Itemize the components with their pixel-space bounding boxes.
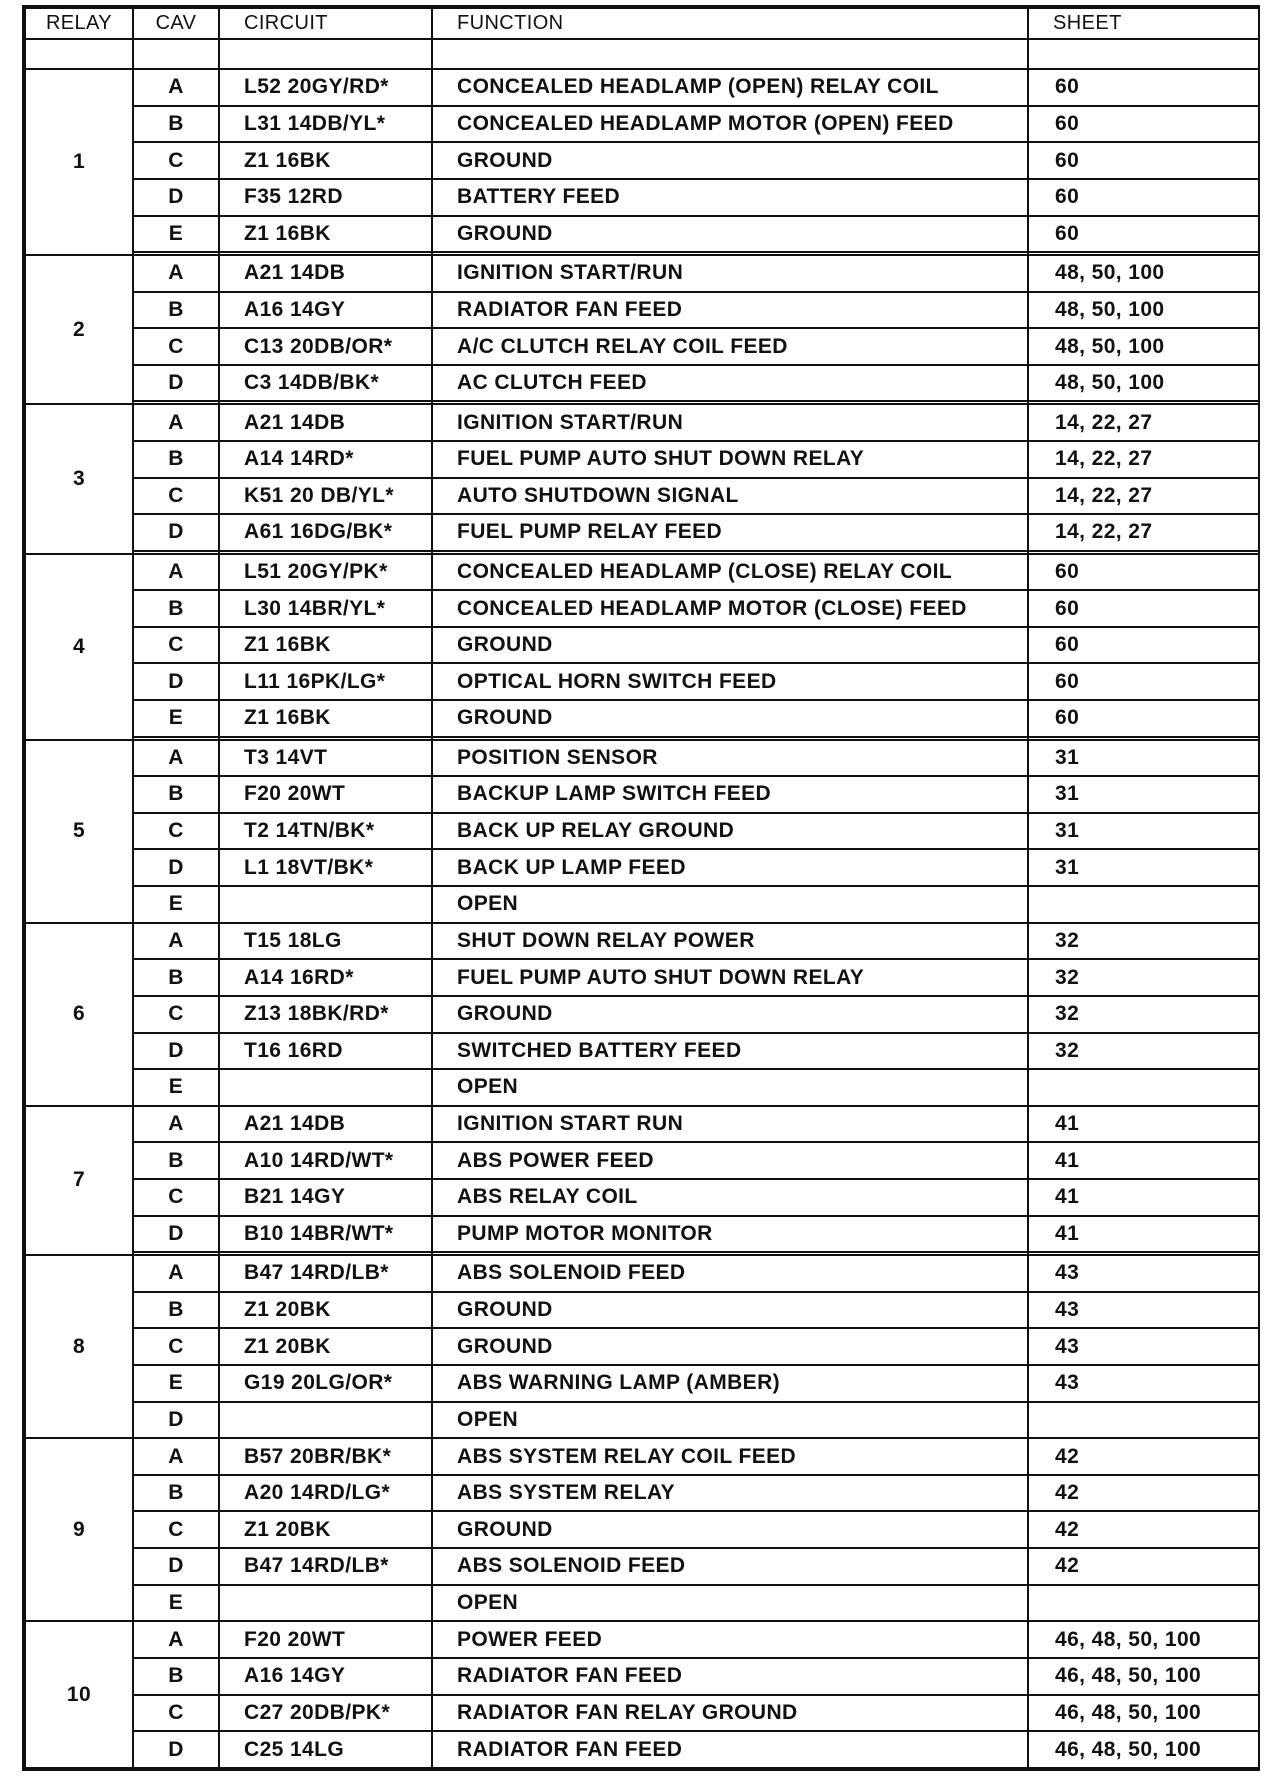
cav-cell: B xyxy=(133,292,219,329)
table-row xyxy=(25,365,1259,402)
circuit-cell: C25 14LG xyxy=(219,1731,432,1768)
function-cell: ABS RELAY COIL xyxy=(432,1179,1028,1216)
header-row xyxy=(25,8,1259,39)
table-row xyxy=(25,776,1259,813)
circuit-cell: F20 20WT xyxy=(219,776,432,813)
sheet-cell: 42 xyxy=(1028,1438,1259,1475)
spacer-cell xyxy=(133,39,219,69)
function-cell: RADIATOR FAN FEED xyxy=(432,1731,1028,1768)
cav-cell: D xyxy=(133,1033,219,1070)
sheet-cell: 14, 22, 27 xyxy=(1028,404,1259,441)
cav-cell: A xyxy=(133,1106,219,1143)
cav-cell: D xyxy=(133,365,219,402)
header-circuit: CIRCUIT xyxy=(219,8,432,39)
cav-cell: A xyxy=(133,1255,219,1292)
function-cell: SWITCHED BATTERY FEED xyxy=(432,1033,1028,1070)
function-cell: RADIATOR FAN FEED xyxy=(432,1658,1028,1695)
sheet-cell: 48, 50, 100 xyxy=(1028,292,1259,329)
function-cell: PUMP MOTOR MONITOR xyxy=(432,1216,1028,1253)
function-cell: BACK UP LAMP FEED xyxy=(432,849,1028,886)
cav-cell: B xyxy=(133,1475,219,1512)
circuit-cell: C3 14DB/BK* xyxy=(219,365,432,402)
cav-cell: C xyxy=(133,142,219,179)
function-cell: OPTICAL HORN SWITCH FEED xyxy=(432,663,1028,700)
table-row xyxy=(25,328,1259,365)
cav-cell: C xyxy=(133,996,219,1033)
circuit-cell: A61 16DG/BK* xyxy=(219,514,432,551)
sheet-cell: 60 xyxy=(1028,554,1259,591)
cav-cell: D xyxy=(133,1548,219,1585)
cav-cell: A xyxy=(133,554,219,591)
circuit-cell: T16 16RD xyxy=(219,1033,432,1070)
header-sheet: SHEET xyxy=(1028,8,1259,39)
circuit-cell xyxy=(219,886,432,923)
relay-number: 3 xyxy=(25,404,133,553)
circuit-cell xyxy=(219,1585,432,1622)
circuit-cell: A21 14DB xyxy=(219,255,432,292)
function-cell: GROUND xyxy=(432,996,1028,1033)
header-cav: CAV xyxy=(133,8,219,39)
relay-connector-chart xyxy=(22,5,1260,1771)
function-cell: OPEN xyxy=(432,1402,1028,1439)
cav-cell: A xyxy=(133,923,219,960)
table-row xyxy=(25,1255,1259,1292)
circuit-cell: F20 20WT xyxy=(219,1621,432,1658)
spacer-cell xyxy=(25,39,133,69)
function-cell: CONCEALED HEADLAMP (OPEN) RELAY COIL xyxy=(432,69,1028,106)
relay-number: 10 xyxy=(25,1621,133,1768)
sheet-cell: 60 xyxy=(1028,106,1259,143)
cav-cell: E xyxy=(133,216,219,253)
function-cell: IGNITION START/RUN xyxy=(432,255,1028,292)
cav-cell: B xyxy=(133,441,219,478)
table-row xyxy=(25,590,1259,627)
function-cell: GROUND xyxy=(432,1328,1028,1365)
circuit-cell: L11 16PK/LG* xyxy=(219,663,432,700)
sheet-cell: 60 xyxy=(1028,142,1259,179)
circuit-cell: G19 20LG/OR* xyxy=(219,1365,432,1402)
spacer-cell xyxy=(219,39,432,69)
sheet-cell: 41 xyxy=(1028,1179,1259,1216)
function-cell: GROUND xyxy=(432,1511,1028,1548)
table-row xyxy=(25,1033,1259,1070)
table-row xyxy=(25,554,1259,591)
circuit-cell: Z1 16BK xyxy=(219,216,432,253)
function-cell: GROUND xyxy=(432,142,1028,179)
function-cell: POSITION SENSOR xyxy=(432,740,1028,777)
relay-number: 4 xyxy=(25,554,133,740)
circuit-cell: A10 14RD/WT* xyxy=(219,1142,432,1179)
table-row xyxy=(25,1475,1259,1512)
circuit-cell: L1 18VT/BK* xyxy=(219,849,432,886)
sheet-cell: 14, 22, 27 xyxy=(1028,514,1259,551)
cav-cell: A xyxy=(133,1438,219,1475)
sheet-cell xyxy=(1028,1069,1259,1106)
sheet-cell: 60 xyxy=(1028,627,1259,664)
cav-cell: A xyxy=(133,255,219,292)
circuit-cell: C27 20DB/PK* xyxy=(219,1695,432,1732)
cav-cell: A xyxy=(133,740,219,777)
circuit-cell: Z1 20BK xyxy=(219,1328,432,1365)
table-row xyxy=(25,179,1259,216)
function-cell: ABS SOLENOID FEED xyxy=(432,1255,1028,1292)
function-cell: CONCEALED HEADLAMP MOTOR (OPEN) FEED xyxy=(432,106,1028,143)
cav-cell: E xyxy=(133,700,219,737)
table-row xyxy=(25,441,1259,478)
sheet-cell: 46, 48, 50, 100 xyxy=(1028,1658,1259,1695)
table-row xyxy=(25,1695,1259,1732)
cav-cell: C xyxy=(133,1328,219,1365)
cav-cell: D xyxy=(133,663,219,700)
table-row xyxy=(25,1106,1259,1143)
table-row xyxy=(25,142,1259,179)
circuit-cell: A21 14DB xyxy=(219,404,432,441)
function-cell: BACKUP LAMP SWITCH FEED xyxy=(432,776,1028,813)
function-cell: A/C CLUTCH RELAY COIL FEED xyxy=(432,328,1028,365)
sheet-cell: 42 xyxy=(1028,1511,1259,1548)
cav-cell: D xyxy=(133,1216,219,1253)
function-cell: CONCEALED HEADLAMP (CLOSE) RELAY COIL xyxy=(432,554,1028,591)
header-relay: RELAY xyxy=(25,8,133,39)
sheet-cell: 46, 48, 50, 100 xyxy=(1028,1695,1259,1732)
circuit-cell: B47 14RD/LB* xyxy=(219,1548,432,1585)
cav-cell: D xyxy=(133,1731,219,1768)
circuit-cell: A21 14DB xyxy=(219,1106,432,1143)
cav-cell: D xyxy=(133,849,219,886)
table-row xyxy=(25,813,1259,850)
sheet-cell: 48, 50, 100 xyxy=(1028,328,1259,365)
circuit-cell: L30 14BR/YL* xyxy=(219,590,432,627)
relay-number: 1 xyxy=(25,69,133,255)
cav-cell: E xyxy=(133,1585,219,1622)
sheet-cell: 60 xyxy=(1028,590,1259,627)
function-cell: BATTERY FEED xyxy=(432,179,1028,216)
sheet-cell: 42 xyxy=(1028,1475,1259,1512)
cav-cell: C xyxy=(133,1179,219,1216)
table-row xyxy=(25,700,1259,737)
function-cell: GROUND xyxy=(432,1292,1028,1329)
table-row xyxy=(25,478,1259,515)
cav-cell: A xyxy=(133,1621,219,1658)
circuit-cell: T15 18LG xyxy=(219,923,432,960)
circuit-cell: A20 14RD/LG* xyxy=(219,1475,432,1512)
table-row xyxy=(25,292,1259,329)
function-cell: IGNITION START/RUN xyxy=(432,404,1028,441)
table-row xyxy=(25,1179,1259,1216)
circuit-cell: A16 14GY xyxy=(219,292,432,329)
sheet-cell: 31 xyxy=(1028,740,1259,777)
table-row xyxy=(25,69,1259,106)
table-row xyxy=(25,996,1259,1033)
header-spacer-row xyxy=(25,39,1259,69)
cav-cell: E xyxy=(133,886,219,923)
sheet-cell: 32 xyxy=(1028,923,1259,960)
relay-number: 8 xyxy=(25,1255,133,1438)
circuit-cell: L31 14DB/YL* xyxy=(219,106,432,143)
relay-number: 5 xyxy=(25,740,133,923)
function-cell: POWER FEED xyxy=(432,1621,1028,1658)
sheet-cell: 41 xyxy=(1028,1142,1259,1179)
cav-cell: D xyxy=(133,514,219,551)
function-cell: FUEL PUMP RELAY FEED xyxy=(432,514,1028,551)
function-cell: RADIATOR FAN RELAY GROUND xyxy=(432,1695,1028,1732)
table-row xyxy=(25,216,1259,253)
function-cell: OPEN xyxy=(432,886,1028,923)
cav-cell: D xyxy=(133,179,219,216)
function-cell: AC CLUTCH FEED xyxy=(432,365,1028,402)
cav-cell: D xyxy=(133,1402,219,1439)
cav-cell: B xyxy=(133,959,219,996)
cav-cell: C xyxy=(133,1511,219,1548)
sheet-cell xyxy=(1028,1585,1259,1622)
sheet-cell: 48, 50, 100 xyxy=(1028,255,1259,292)
sheet-cell: 60 xyxy=(1028,663,1259,700)
circuit-cell: T3 14VT xyxy=(219,740,432,777)
circuit-cell: B21 14GY xyxy=(219,1179,432,1216)
cav-cell: B xyxy=(133,1292,219,1329)
table-row xyxy=(25,106,1259,143)
relay-table xyxy=(24,7,1260,1769)
table-row xyxy=(25,1365,1259,1402)
relay-number: 6 xyxy=(25,923,133,1106)
sheet-cell: 31 xyxy=(1028,776,1259,813)
cav-cell: B xyxy=(133,590,219,627)
table-row xyxy=(25,1438,1259,1475)
cav-cell: A xyxy=(133,69,219,106)
function-cell: AUTO SHUTDOWN SIGNAL xyxy=(432,478,1028,515)
sheet-cell: 32 xyxy=(1028,996,1259,1033)
spacer-cell xyxy=(1028,39,1259,69)
cav-cell: C xyxy=(133,813,219,850)
cav-cell: A xyxy=(133,404,219,441)
spacer-cell xyxy=(432,39,1028,69)
table-row xyxy=(25,1658,1259,1695)
circuit-cell: T2 14TN/BK* xyxy=(219,813,432,850)
relay-table-body xyxy=(25,69,1259,1768)
sheet-cell: 46, 48, 50, 100 xyxy=(1028,1731,1259,1768)
function-cell: ABS SYSTEM RELAY COIL FEED xyxy=(432,1438,1028,1475)
circuit-cell: Z1 16BK xyxy=(219,627,432,664)
sheet-cell: 31 xyxy=(1028,849,1259,886)
circuit-cell: L51 20GY/PK* xyxy=(219,554,432,591)
circuit-cell: A16 14GY xyxy=(219,1658,432,1695)
cav-cell: E xyxy=(133,1365,219,1402)
function-cell: BACK UP RELAY GROUND xyxy=(432,813,1028,850)
function-cell: IGNITION START RUN xyxy=(432,1106,1028,1143)
table-row xyxy=(25,514,1259,551)
sheet-cell: 60 xyxy=(1028,216,1259,253)
circuit-cell: B57 20BR/BK* xyxy=(219,1438,432,1475)
cav-cell: B xyxy=(133,776,219,813)
table-row xyxy=(25,959,1259,996)
relay-number: 7 xyxy=(25,1106,133,1255)
table-row xyxy=(25,1548,1259,1585)
table-row xyxy=(25,1731,1259,1768)
table-row xyxy=(25,404,1259,441)
table-row xyxy=(25,886,1259,923)
circuit-cell: Z1 20BK xyxy=(219,1292,432,1329)
circuit-cell: K51 20 DB/YL* xyxy=(219,478,432,515)
circuit-cell: Z1 16BK xyxy=(219,142,432,179)
cav-cell: E xyxy=(133,1069,219,1106)
sheet-cell: 41 xyxy=(1028,1106,1259,1143)
table-row xyxy=(25,627,1259,664)
sheet-cell xyxy=(1028,1402,1259,1439)
function-cell: ABS WARNING LAMP (AMBER) xyxy=(432,1365,1028,1402)
cav-cell: C xyxy=(133,627,219,664)
table-row xyxy=(25,1328,1259,1365)
cav-cell: C xyxy=(133,328,219,365)
circuit-cell: Z1 20BK xyxy=(219,1511,432,1548)
circuit-cell: B10 14BR/WT* xyxy=(219,1216,432,1253)
sheet-cell: 43 xyxy=(1028,1365,1259,1402)
circuit-cell: A14 16RD* xyxy=(219,959,432,996)
table-row xyxy=(25,1621,1259,1658)
sheet-cell: 41 xyxy=(1028,1216,1259,1253)
table-row xyxy=(25,1292,1259,1329)
sheet-cell: 60 xyxy=(1028,179,1259,216)
sheet-cell: 60 xyxy=(1028,700,1259,737)
table-row xyxy=(25,849,1259,886)
function-cell: ABS SYSTEM RELAY xyxy=(432,1475,1028,1512)
table-row xyxy=(25,1216,1259,1253)
sheet-cell: 32 xyxy=(1028,1033,1259,1070)
table-row xyxy=(25,1585,1259,1622)
table-row xyxy=(25,1511,1259,1548)
function-cell: FUEL PUMP AUTO SHUT DOWN RELAY xyxy=(432,441,1028,478)
table-row xyxy=(25,663,1259,700)
table-row xyxy=(25,1069,1259,1106)
sheet-cell: 32 xyxy=(1028,959,1259,996)
function-cell: FUEL PUMP AUTO SHUT DOWN RELAY xyxy=(432,959,1028,996)
circuit-cell: Z1 16BK xyxy=(219,700,432,737)
function-cell: ABS POWER FEED xyxy=(432,1142,1028,1179)
function-cell: OPEN xyxy=(432,1069,1028,1106)
sheet-cell: 14, 22, 27 xyxy=(1028,478,1259,515)
cav-cell: C xyxy=(133,478,219,515)
sheet-cell: 60 xyxy=(1028,69,1259,106)
header-function: FUNCTION xyxy=(432,8,1028,39)
sheet-cell: 43 xyxy=(1028,1328,1259,1365)
function-cell: GROUND xyxy=(432,627,1028,664)
table-row xyxy=(25,923,1259,960)
circuit-cell xyxy=(219,1069,432,1106)
cav-cell: B xyxy=(133,1142,219,1179)
circuit-cell: B47 14RD/LB* xyxy=(219,1255,432,1292)
function-cell: SHUT DOWN RELAY POWER xyxy=(432,923,1028,960)
table-row xyxy=(25,1402,1259,1439)
sheet-cell: 42 xyxy=(1028,1548,1259,1585)
table-row xyxy=(25,255,1259,292)
relay-number: 2 xyxy=(25,255,133,404)
function-cell: GROUND xyxy=(432,216,1028,253)
function-cell: OPEN xyxy=(432,1585,1028,1622)
sheet-cell: 43 xyxy=(1028,1255,1259,1292)
sheet-cell: 31 xyxy=(1028,813,1259,850)
sheet-cell: 43 xyxy=(1028,1292,1259,1329)
circuit-cell xyxy=(219,1402,432,1439)
table-row xyxy=(25,1142,1259,1179)
cav-cell: B xyxy=(133,106,219,143)
function-cell: ABS SOLENOID FEED xyxy=(432,1548,1028,1585)
cav-cell: B xyxy=(133,1658,219,1695)
cav-cell: C xyxy=(133,1695,219,1732)
function-cell: RADIATOR FAN FEED xyxy=(432,292,1028,329)
circuit-cell: A14 14RD* xyxy=(219,441,432,478)
sheet-cell xyxy=(1028,886,1259,923)
circuit-cell: F35 12RD xyxy=(219,179,432,216)
function-cell: CONCEALED HEADLAMP MOTOR (CLOSE) FEED xyxy=(432,590,1028,627)
table-row xyxy=(25,740,1259,777)
function-cell: GROUND xyxy=(432,700,1028,737)
circuit-cell: C13 20DB/OR* xyxy=(219,328,432,365)
circuit-cell: L52 20GY/RD* xyxy=(219,69,432,106)
sheet-cell: 14, 22, 27 xyxy=(1028,441,1259,478)
sheet-cell: 48, 50, 100 xyxy=(1028,365,1259,402)
relay-number: 9 xyxy=(25,1438,133,1621)
sheet-cell: 46, 48, 50, 100 xyxy=(1028,1621,1259,1658)
circuit-cell: Z13 18BK/RD* xyxy=(219,996,432,1033)
